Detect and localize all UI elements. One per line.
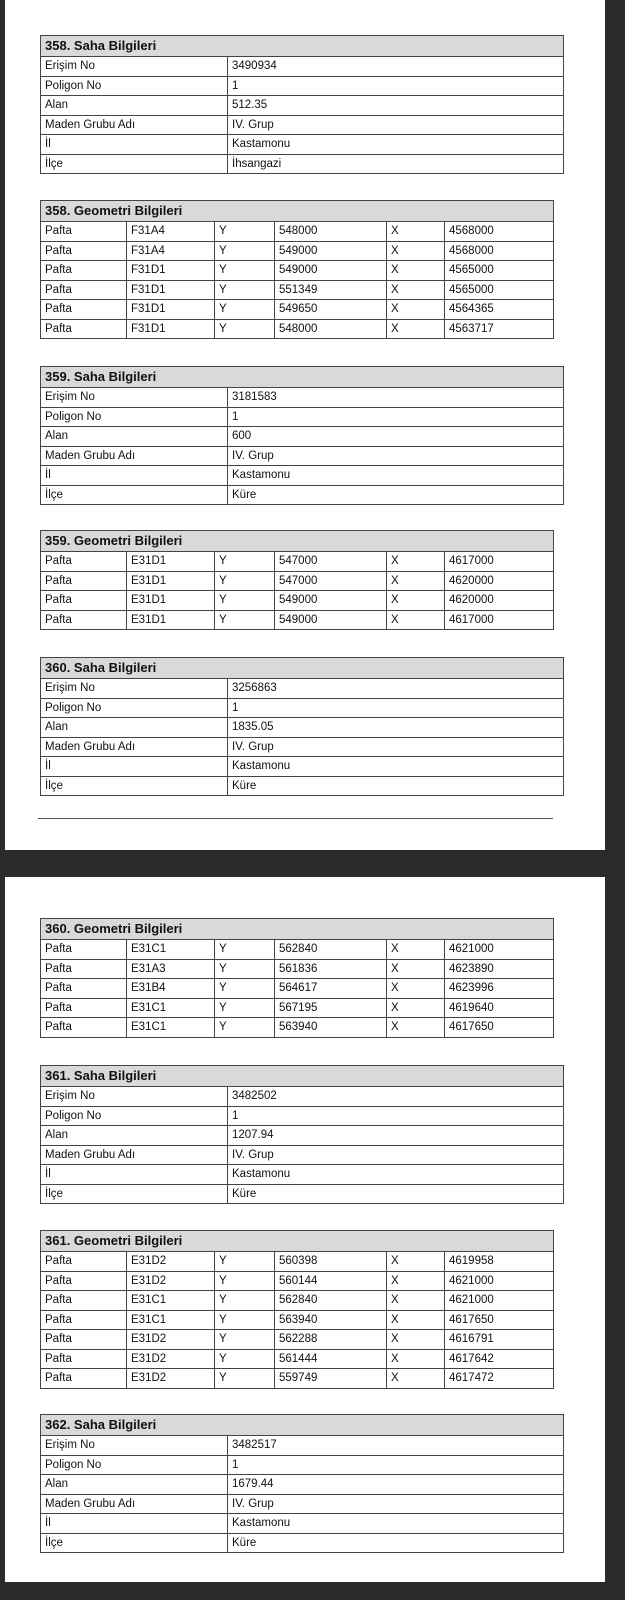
x-value: 4621000 <box>445 940 554 960</box>
x-label: X <box>387 591 445 611</box>
pafta-label: Pafta <box>41 571 127 591</box>
field-label: Alan <box>41 1475 228 1495</box>
y-value: 549000 <box>275 591 387 611</box>
saha-table-362 <box>40 1414 564 1553</box>
pafta-code: E31C1 <box>127 1291 215 1311</box>
field-label: İlçe <box>41 485 228 505</box>
y-label: Y <box>215 979 275 999</box>
y-value: 561836 <box>275 959 387 979</box>
x-value: 4564365 <box>445 300 554 320</box>
section-title: 358. Saha Bilgileri <box>41 36 564 57</box>
pafta-label: Pafta <box>41 979 127 999</box>
table-row <box>41 300 554 320</box>
table-row <box>41 998 554 1018</box>
x-label: X <box>387 319 445 339</box>
x-label: X <box>387 280 445 300</box>
pafta-label: Pafta <box>41 959 127 979</box>
field-value: Küre <box>228 776 564 796</box>
table-row <box>41 552 554 572</box>
field-value: 3482517 <box>228 1436 564 1456</box>
saha-table-359 <box>40 366 564 505</box>
y-value: 561444 <box>275 1349 387 1369</box>
y-value: 562840 <box>275 940 387 960</box>
field-label: Alan <box>41 1126 228 1146</box>
x-label: X <box>387 1310 445 1330</box>
table-row <box>41 1252 554 1272</box>
pafta-code: E31C1 <box>127 940 215 960</box>
section-title: 361. Geometri Bilgileri <box>41 1231 554 1252</box>
field-label: Alan <box>41 718 228 738</box>
x-label: X <box>387 979 445 999</box>
y-label: Y <box>215 261 275 281</box>
field-value: 1 <box>228 698 564 718</box>
pafta-code: E31D1 <box>127 552 215 572</box>
field-label: Poligon No <box>41 407 228 427</box>
pafta-code: E31C1 <box>127 1310 215 1330</box>
y-label: Y <box>215 552 275 572</box>
table-row <box>41 940 554 960</box>
y-value: 560144 <box>275 1271 387 1291</box>
y-value: 559749 <box>275 1369 387 1389</box>
field-value: 3482502 <box>228 1087 564 1107</box>
x-value: 4617000 <box>445 610 554 630</box>
pafta-label: Pafta <box>41 1252 127 1272</box>
x-label: X <box>387 959 445 979</box>
saha-table-360 <box>40 657 564 796</box>
x-value: 4620000 <box>445 571 554 591</box>
x-label: X <box>387 222 445 242</box>
pafta-label: Pafta <box>41 1330 127 1350</box>
table-row <box>41 571 554 591</box>
y-value: 549000 <box>275 241 387 261</box>
pafta-code: E31C1 <box>127 998 215 1018</box>
field-label: Erişim No <box>41 1436 228 1456</box>
y-label: Y <box>215 1330 275 1350</box>
x-value: 4623996 <box>445 979 554 999</box>
x-value: 4616791 <box>445 1330 554 1350</box>
field-value: İhsangazi <box>228 154 564 174</box>
pafta-code: F31D1 <box>127 319 215 339</box>
pafta-label: Pafta <box>41 1271 127 1291</box>
table-row <box>41 319 554 339</box>
y-label: Y <box>215 1018 275 1038</box>
pafta-label: Pafta <box>41 998 127 1018</box>
section-title: 362. Saha Bilgileri <box>41 1415 564 1436</box>
field-label: Maden Grubu Adı <box>41 1145 228 1165</box>
geometri-table-359 <box>40 530 554 630</box>
x-label: X <box>387 940 445 960</box>
field-label: İl <box>41 135 228 155</box>
pafta-code: E31D2 <box>127 1271 215 1291</box>
y-label: Y <box>215 591 275 611</box>
field-label: İl <box>41 466 228 486</box>
section-title: 360. Saha Bilgileri <box>41 658 564 679</box>
y-label: Y <box>215 1271 275 1291</box>
table-row <box>41 222 554 242</box>
section-title: 359. Saha Bilgileri <box>41 367 564 388</box>
x-label: X <box>387 300 445 320</box>
pafta-label: Pafta <box>41 591 127 611</box>
field-value: 512.35 <box>228 96 564 116</box>
x-value: 4568000 <box>445 222 554 242</box>
x-value: 4617000 <box>445 552 554 572</box>
table-row <box>41 591 554 611</box>
pafta-label: Pafta <box>41 300 127 320</box>
pafta-code: E31D2 <box>127 1369 215 1389</box>
y-label: Y <box>215 222 275 242</box>
field-label: Erişim No <box>41 679 228 699</box>
pafta-label: Pafta <box>41 1310 127 1330</box>
table-row <box>41 1330 554 1350</box>
x-label: X <box>387 1349 445 1369</box>
table-row <box>41 1310 554 1330</box>
x-value: 4620000 <box>445 591 554 611</box>
field-label: İlçe <box>41 1533 228 1553</box>
saha-table-358 <box>40 35 564 174</box>
x-label: X <box>387 998 445 1018</box>
field-value: 3181583 <box>228 388 564 408</box>
table-row <box>41 959 554 979</box>
field-value: Küre <box>228 485 564 505</box>
field-value: Küre <box>228 1184 564 1204</box>
x-label: X <box>387 1369 445 1389</box>
pafta-code: E31C1 <box>127 1018 215 1038</box>
y-label: Y <box>215 241 275 261</box>
field-label: Poligon No <box>41 1455 228 1475</box>
field-value: IV. Grup <box>228 737 564 757</box>
x-value: 4617650 <box>445 1310 554 1330</box>
pafta-code: E31D2 <box>127 1252 215 1272</box>
table-row <box>41 1018 554 1038</box>
field-label: İl <box>41 1514 228 1534</box>
field-value: Kastamonu <box>228 466 564 486</box>
y-label: Y <box>215 959 275 979</box>
y-label: Y <box>215 319 275 339</box>
x-value: 4617642 <box>445 1349 554 1369</box>
y-value: 548000 <box>275 222 387 242</box>
x-label: X <box>387 1252 445 1272</box>
pafta-code: E31D2 <box>127 1349 215 1369</box>
field-value: IV. Grup <box>228 1145 564 1165</box>
x-value: 4617472 <box>445 1369 554 1389</box>
table-row <box>41 1271 554 1291</box>
table-row <box>41 1291 554 1311</box>
y-label: Y <box>215 1369 275 1389</box>
x-value: 4623890 <box>445 959 554 979</box>
y-label: Y <box>215 571 275 591</box>
x-value: 4565000 <box>445 261 554 281</box>
pafta-code: E31D1 <box>127 571 215 591</box>
y-value: 548000 <box>275 319 387 339</box>
pafta-code: E31D1 <box>127 610 215 630</box>
x-label: X <box>387 571 445 591</box>
field-value: Kastamonu <box>228 1514 564 1534</box>
page-divider-line <box>38 818 553 819</box>
x-value: 4619958 <box>445 1252 554 1272</box>
y-value: 564617 <box>275 979 387 999</box>
x-value: 4568000 <box>445 241 554 261</box>
pafta-label: Pafta <box>41 552 127 572</box>
y-value: 560398 <box>275 1252 387 1272</box>
x-label: X <box>387 1018 445 1038</box>
x-label: X <box>387 610 445 630</box>
field-value: 1 <box>228 1455 564 1475</box>
field-label: Alan <box>41 96 228 116</box>
field-value: 1 <box>228 76 564 96</box>
pafta-label: Pafta <box>41 261 127 281</box>
pafta-code: F31A4 <box>127 222 215 242</box>
pafta-code: F31A4 <box>127 241 215 261</box>
field-value: 3256863 <box>228 679 564 699</box>
field-value: IV. Grup <box>228 115 564 135</box>
x-label: X <box>387 1330 445 1350</box>
y-label: Y <box>215 1252 275 1272</box>
table-row <box>41 979 554 999</box>
pafta-label: Pafta <box>41 610 127 630</box>
field-label: İlçe <box>41 776 228 796</box>
y-value: 563940 <box>275 1018 387 1038</box>
pafta-code: E31D2 <box>127 1330 215 1350</box>
field-label: Maden Grubu Adı <box>41 1494 228 1514</box>
field-label: İl <box>41 757 228 777</box>
pafta-code: F31D1 <box>127 280 215 300</box>
field-label: Erişim No <box>41 57 228 77</box>
geometri-table-358 <box>40 200 554 339</box>
y-value: 551349 <box>275 280 387 300</box>
pafta-code: F31D1 <box>127 261 215 281</box>
table-row <box>41 610 554 630</box>
field-value: 3490934 <box>228 57 564 77</box>
field-label: İlçe <box>41 1184 228 1204</box>
field-label: Poligon No <box>41 1106 228 1126</box>
y-label: Y <box>215 998 275 1018</box>
field-value: IV. Grup <box>228 446 564 466</box>
y-value: 549650 <box>275 300 387 320</box>
y-value: 567195 <box>275 998 387 1018</box>
x-value: 4565000 <box>445 280 554 300</box>
field-value: 1835.05 <box>228 718 564 738</box>
pafta-code: E31A3 <box>127 959 215 979</box>
field-label: İlçe <box>41 154 228 174</box>
geometri-table-360 <box>40 918 554 1038</box>
y-label: Y <box>215 1349 275 1369</box>
field-value: Kastamonu <box>228 757 564 777</box>
field-label: Alan <box>41 427 228 447</box>
table-row <box>41 241 554 261</box>
x-value: 4617650 <box>445 1018 554 1038</box>
y-value: 547000 <box>275 552 387 572</box>
pafta-label: Pafta <box>41 280 127 300</box>
field-value: Küre <box>228 1533 564 1553</box>
pafta-label: Pafta <box>41 1369 127 1389</box>
section-title: 361. Saha Bilgileri <box>41 1066 564 1087</box>
table-row <box>41 1369 554 1389</box>
saha-table-361 <box>40 1065 564 1204</box>
y-value: 549000 <box>275 261 387 281</box>
field-value: IV. Grup <box>228 1494 564 1514</box>
y-label: Y <box>215 280 275 300</box>
x-value: 4563717 <box>445 319 554 339</box>
pafta-label: Pafta <box>41 1018 127 1038</box>
field-label: Poligon No <box>41 76 228 96</box>
field-label: Erişim No <box>41 388 228 408</box>
y-label: Y <box>215 1310 275 1330</box>
pafta-label: Pafta <box>41 241 127 261</box>
x-value: 4621000 <box>445 1291 554 1311</box>
pafta-label: Pafta <box>41 222 127 242</box>
pafta-label: Pafta <box>41 319 127 339</box>
pafta-label: Pafta <box>41 940 127 960</box>
y-value: 562288 <box>275 1330 387 1350</box>
field-value: 1 <box>228 407 564 427</box>
field-label: Poligon No <box>41 698 228 718</box>
y-value: 547000 <box>275 571 387 591</box>
x-label: X <box>387 1271 445 1291</box>
section-title: 358. Geometri Bilgileri <box>41 201 554 222</box>
y-value: 563940 <box>275 1310 387 1330</box>
geometri-table-361 <box>40 1230 554 1389</box>
x-label: X <box>387 1291 445 1311</box>
y-label: Y <box>215 610 275 630</box>
y-label: Y <box>215 300 275 320</box>
pafta-code: E31D1 <box>127 591 215 611</box>
field-label: Maden Grubu Adı <box>41 446 228 466</box>
field-value: 600 <box>228 427 564 447</box>
x-label: X <box>387 552 445 572</box>
section-title: 360. Geometri Bilgileri <box>41 919 554 940</box>
field-value: 1679.44 <box>228 1475 564 1495</box>
y-label: Y <box>215 1291 275 1311</box>
pafta-code: F31D1 <box>127 300 215 320</box>
field-label: Erişim No <box>41 1087 228 1107</box>
pafta-label: Pafta <box>41 1291 127 1311</box>
pafta-label: Pafta <box>41 1349 127 1369</box>
x-label: X <box>387 241 445 261</box>
field-label: Maden Grubu Adı <box>41 115 228 135</box>
table-row <box>41 261 554 281</box>
field-value: 1 <box>228 1106 564 1126</box>
section-title: 359. Geometri Bilgileri <box>41 531 554 552</box>
x-value: 4621000 <box>445 1271 554 1291</box>
field-label: İl <box>41 1165 228 1185</box>
x-label: X <box>387 261 445 281</box>
field-value: Kastamonu <box>228 1165 564 1185</box>
field-value: 1207.94 <box>228 1126 564 1146</box>
y-label: Y <box>215 940 275 960</box>
table-row <box>41 1349 554 1369</box>
table-row <box>41 280 554 300</box>
y-value: 562840 <box>275 1291 387 1311</box>
field-value: Kastamonu <box>228 135 564 155</box>
pafta-code: E31B4 <box>127 979 215 999</box>
y-value: 549000 <box>275 610 387 630</box>
x-value: 4619640 <box>445 998 554 1018</box>
field-label: Maden Grubu Adı <box>41 737 228 757</box>
